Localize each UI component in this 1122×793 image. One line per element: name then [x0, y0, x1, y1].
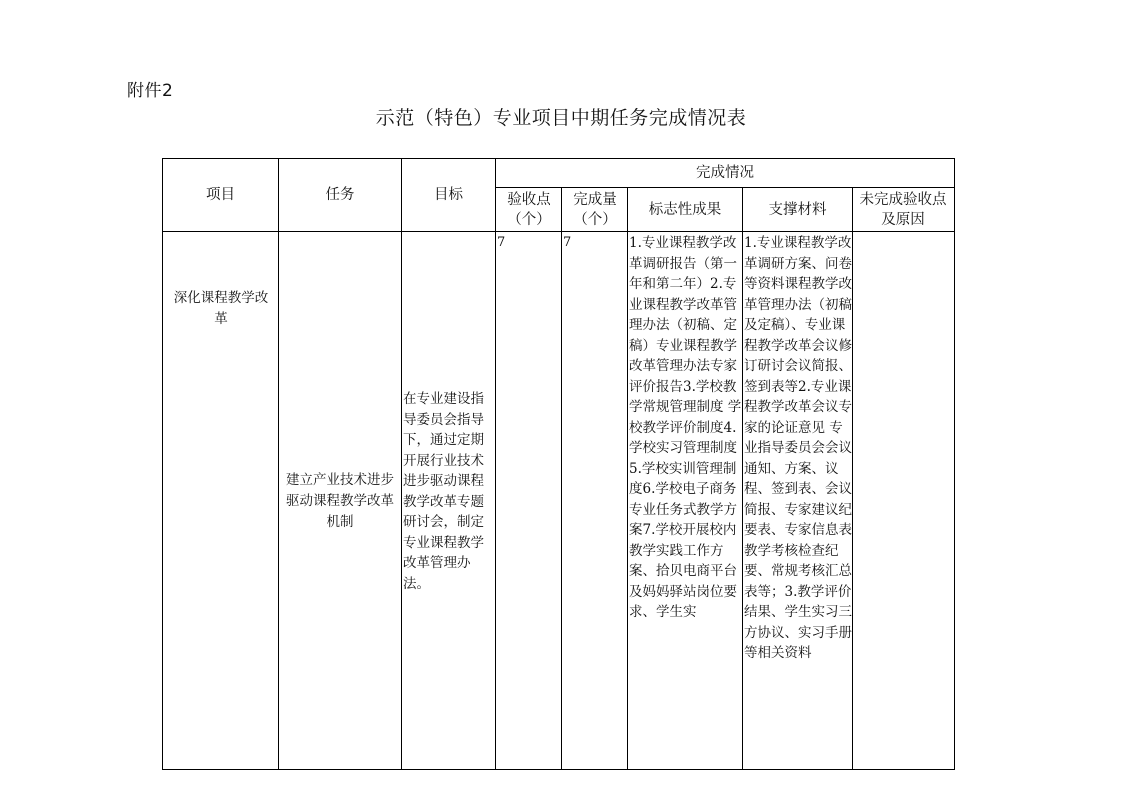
header-incomplete-reason: 未完成验收点及原因	[859, 191, 947, 228]
cell-landmark-results: 1.专业课程教学改革调研报告（第一年和第二年）2.专业课程教学改革管理办法（初稿、定稿）专业课程教学改革管理办法专家评价报告3.学校教学常规管理制度 学校教学评价制度4.学校实习管理制度5.学校实训管理制度6.学校电子商务专业任务式教学方案7.学校开展校内教学实践工作方案、拾贝电商平台及妈妈驿站岗位要求、学生实	[629, 235, 742, 620]
header-acceptance-points: 验收点（个）	[507, 191, 551, 228]
page-title: 示范（特色）专业项目中期任务完成情况表	[375, 107, 747, 129]
header-landmark-results: 标志性成果	[648, 201, 722, 218]
header-task: 任务	[325, 187, 355, 203]
row-divider	[163, 231, 954, 232]
cell-project: 深化课程教学改革	[173, 290, 269, 327]
col-divider	[278, 159, 279, 769]
col-divider	[852, 187, 853, 769]
attachment-label: 附件2	[127, 81, 174, 101]
header-completion-group: 完成情况	[696, 165, 754, 181]
cell-task: 建立产业技术进步驱动课程教学改革机制	[286, 472, 394, 530]
header-goal: 目标	[434, 187, 463, 203]
cell-goal: 在专业建设指导委员会指导下，通过定期开展行业技术进步驱动课程教学改革专题研讨会，制定专业课程教学改革管理办法。	[403, 391, 484, 592]
header-supporting-materials: 支撑材料	[768, 201, 827, 218]
cell-acceptance-points: 7	[497, 235, 506, 250]
col-divider	[561, 187, 562, 769]
header-project: 项目	[206, 187, 235, 203]
header-completed-count: 完成量（个）	[573, 191, 617, 228]
task-completion-table	[162, 158, 955, 770]
cell-supporting-materials: 1.专业课程教学改革调研方案、问卷等资料课程教学改革管理办法（初稿及定稿）、专业课程教学改革会议修订研讨会议简报、签到表等2.专业课程教学改革会议专家的论证意见 专业指导委员会会议通知、方案、议程、签到表、会议简报、专家建议纪要表、专家信息表教学考核检查纪要、常规考核汇总表等；3.教学评价结果、学生实习三方协议、实习手册等相关资料	[744, 235, 852, 661]
col-divider	[495, 159, 496, 769]
cell-completed-count: 7	[563, 235, 572, 250]
